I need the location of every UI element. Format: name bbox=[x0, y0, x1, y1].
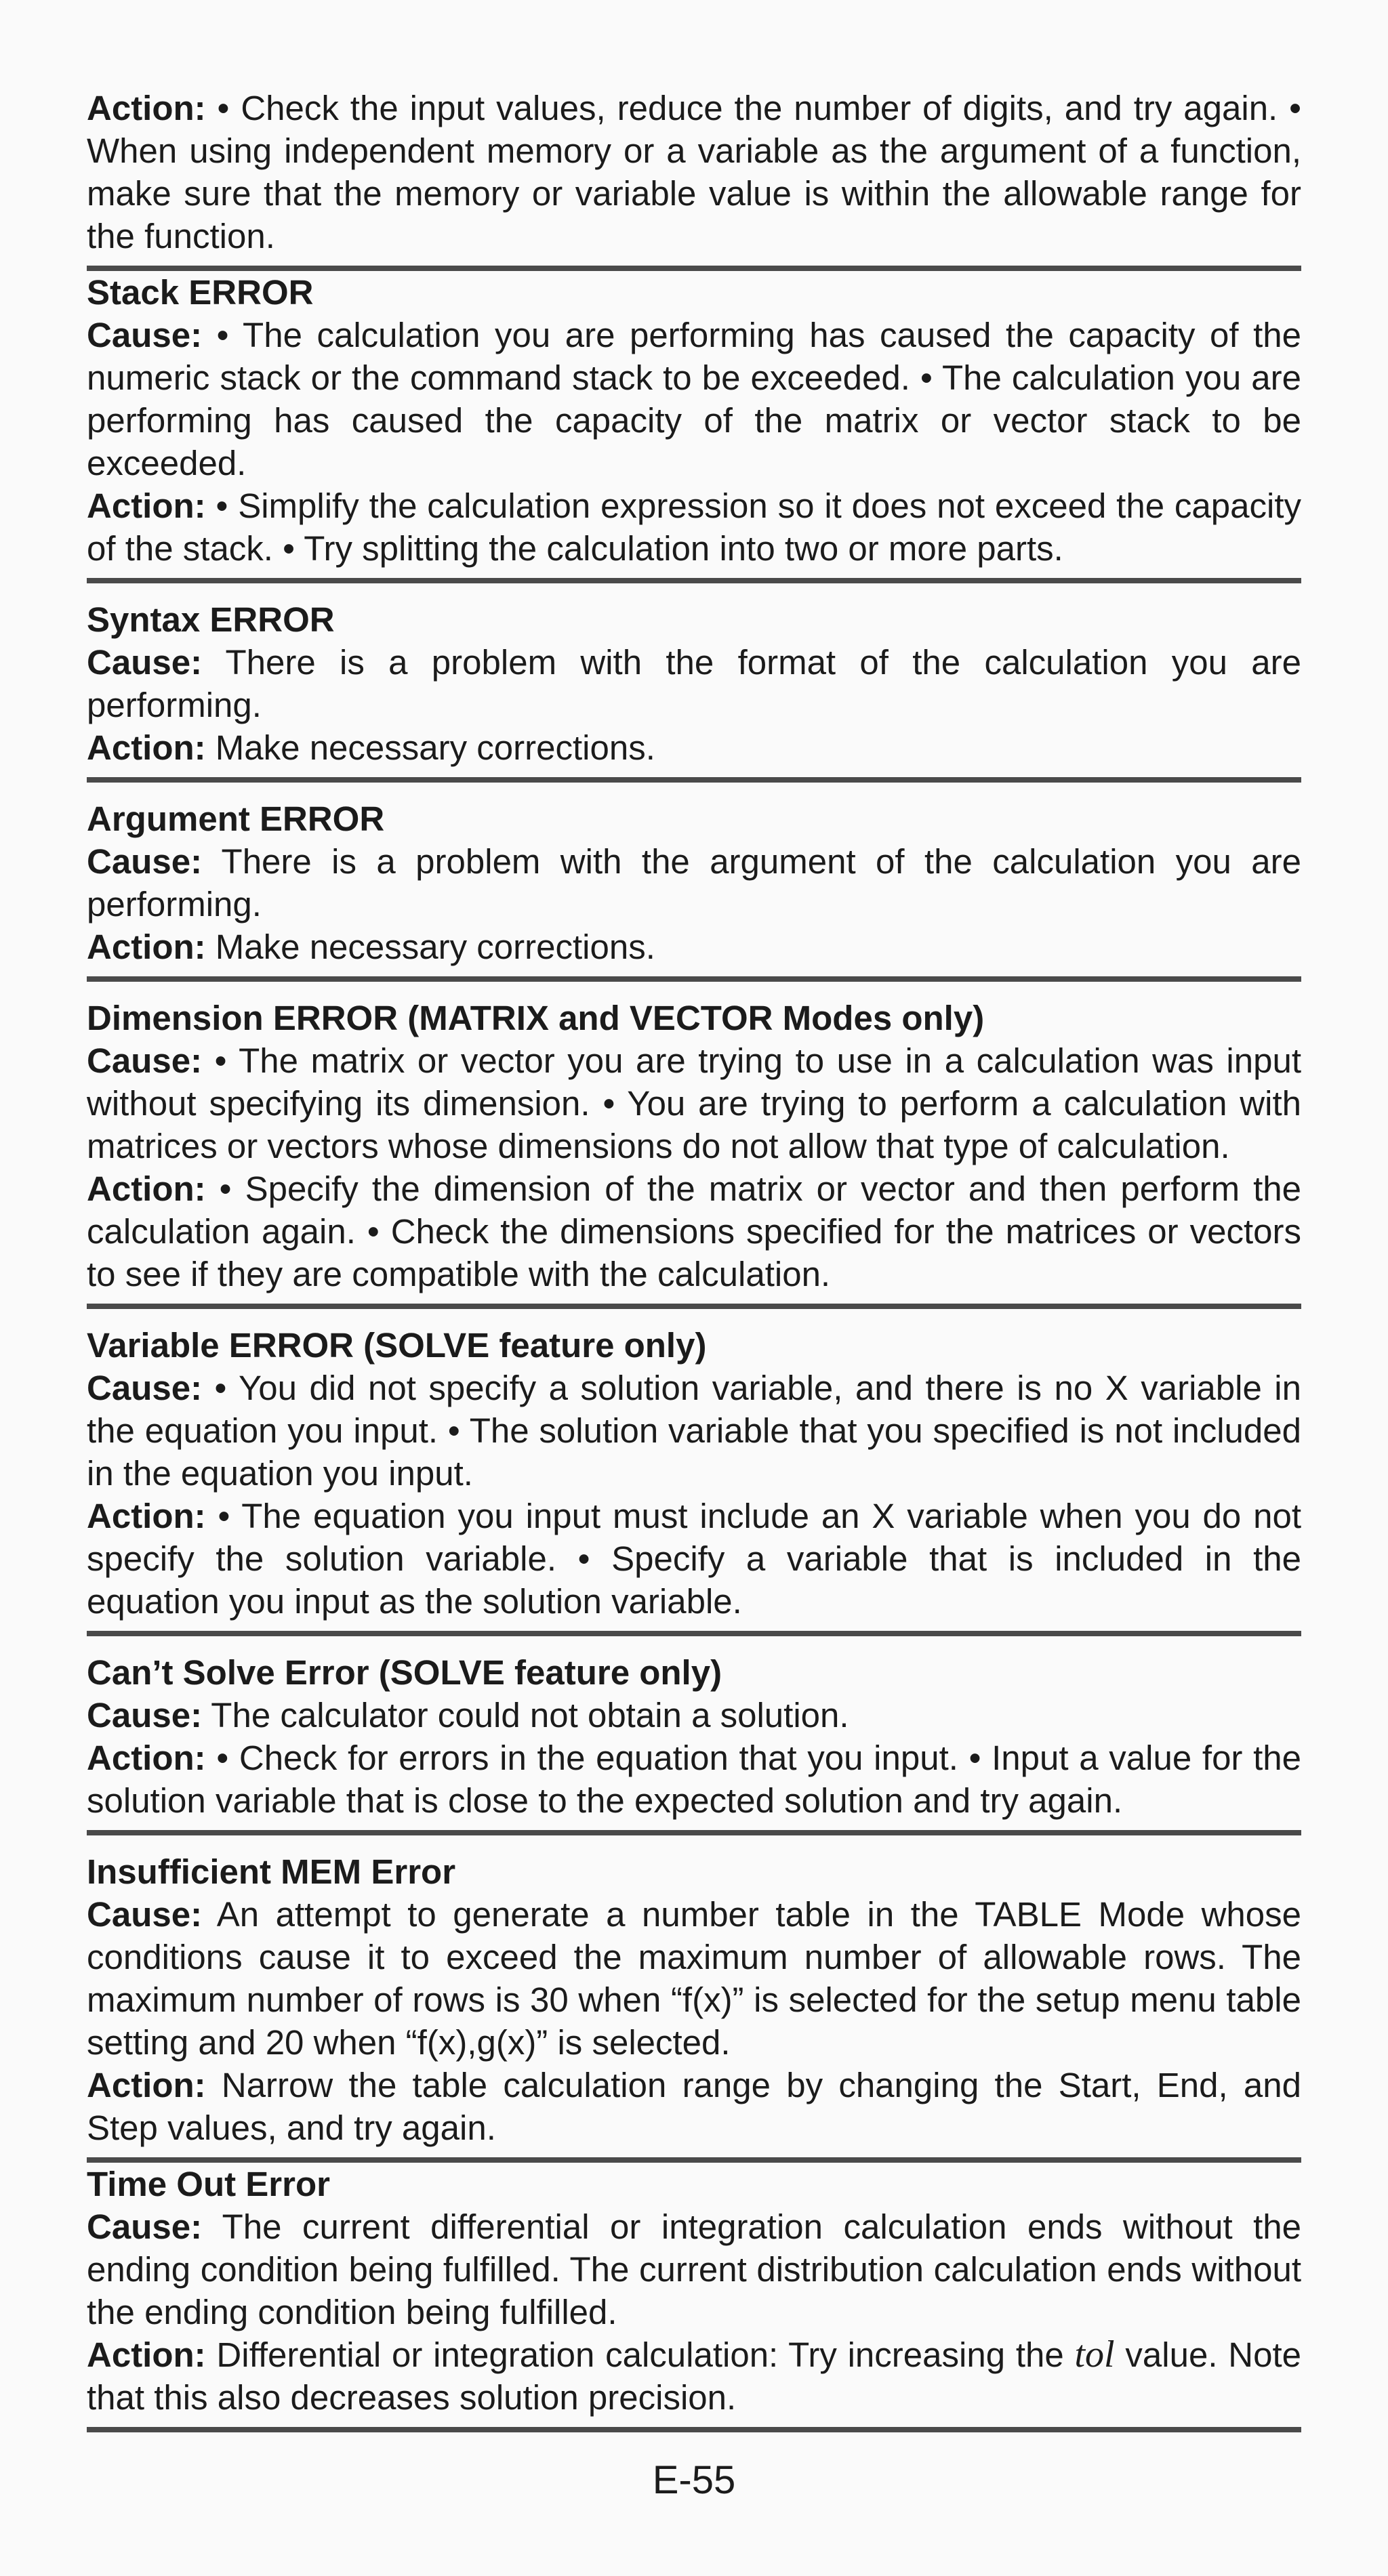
cause-text: The current differential or integration calculation ends without the ending condition being fulfilled. The current distribution calculation ends without the ending condition being fulfilled. bbox=[87, 2207, 1301, 2331]
section-title: Dimension ERROR (MATRIX and VECTOR Modes only) bbox=[87, 999, 985, 1037]
action-paragraph bbox=[87, 1167, 1301, 1295]
section-title: Syntax ERROR bbox=[87, 600, 335, 639]
action-text: • Simplify the calculation expression so it does not exceed the capacity of the stack. • Try splitting the calculation into two or more parts. bbox=[87, 486, 1301, 568]
action-paragraph bbox=[87, 926, 1301, 968]
error-section bbox=[87, 1850, 1301, 2163]
section-title: Can’t Solve Error (SOLVE feature only) bbox=[87, 1653, 722, 1692]
error-section bbox=[87, 598, 1301, 783]
action-text: • The equation you input must include an X variable when you do not specify the solution variable. • Specify a variable that is included in the equation you input as the solution variable. bbox=[87, 1497, 1301, 1621]
error-sections bbox=[87, 271, 1301, 2163]
error-section bbox=[87, 1324, 1301, 1636]
cause-label: Cause: bbox=[87, 2207, 203, 2246]
cause-label: Cause: bbox=[87, 1369, 203, 1407]
cause-text: An attempt to generate a number table in the TABLE Mode whose conditions cause it to exceed the maximum number of allowable rows. The maximum number of rows is 30 when “f(x)” is selected for the setup menu table setting and 20 when “f(x),g(x)” is selected. bbox=[87, 1895, 1301, 2062]
cause-label: Cause: bbox=[87, 1895, 203, 1934]
intro-action bbox=[87, 87, 1301, 257]
action-paragraph bbox=[87, 2333, 1301, 2419]
cause-text: • The calculation you are performing has caused the capacity of the numeric stack or the command stack to be exceeded. • The calculation you are performing has caused the capacity of the matrix or vector stack to be exceeded. bbox=[87, 316, 1301, 482]
action-label: Action: bbox=[87, 486, 206, 525]
cause-paragraph bbox=[87, 1367, 1301, 1495]
error-section bbox=[87, 997, 1301, 1309]
action-text: • Check for errors in the equation that you input. • Input a value for the solution variable that is close to the expected solution and try again. bbox=[87, 1739, 1301, 1820]
action-text-continued: value. Note that this also decreases solution precision. bbox=[87, 2335, 1301, 2417]
action-label: Action: bbox=[87, 1169, 206, 1208]
cause-label: Cause: bbox=[87, 1041, 203, 1080]
cause-label: Cause: bbox=[87, 1696, 203, 1734]
cause-text: • The matrix or vector you are trying to use in a calculation was input without specifying its dimension. • You are trying to perform a calculation with matrices or vectors whose dimensions do not allow that type of calculation. bbox=[87, 1041, 1301, 1165]
cause-text: There is a problem with the argument of the calculation you are performing. bbox=[87, 842, 1301, 923]
action-text: • Check the input values, reduce the number of digits, and try again. • When using independent memory or a variable as the argument of a function, make sure that the memory or variable value is within the allowable range for the function. bbox=[87, 89, 1301, 255]
section-title: Time Out Error bbox=[87, 2165, 330, 2203]
cause-text: There is a problem with the format of the calculation you are performing. bbox=[87, 643, 1301, 724]
action-label: Action: bbox=[87, 1497, 206, 1535]
action-paragraph bbox=[87, 1737, 1301, 1822]
action-paragraph bbox=[87, 484, 1301, 570]
action-text: Make necessary corrections. bbox=[205, 928, 655, 966]
intro-section bbox=[87, 87, 1301, 271]
action-text: Make necessary corrections. bbox=[205, 728, 655, 767]
action-text: Narrow the table calculation range by changing the Start, End, and Step values, and try again. bbox=[87, 2066, 1301, 2147]
action-text: Differential or integration calculation: Try increasing the bbox=[205, 2335, 1075, 2374]
section-title: Stack ERROR bbox=[87, 273, 314, 312]
action-label: Action: bbox=[87, 728, 206, 767]
cause-text: The calculator could not obtain a solution. bbox=[202, 1696, 849, 1734]
error-section bbox=[87, 1651, 1301, 1835]
cause-label: Cause: bbox=[87, 643, 203, 682]
time-out-error-section bbox=[87, 2163, 1301, 2432]
cause-paragraph bbox=[87, 2205, 1301, 2333]
action-label: Action: bbox=[87, 2335, 206, 2374]
action-text: • Specify the dimension of the matrix or vector and then perform the calculation again. • Check the dimensions specified for the matrices or vectors to see if they are compatible with the calculation. bbox=[87, 1169, 1301, 1293]
action-paragraph bbox=[87, 726, 1301, 769]
cause-paragraph bbox=[87, 641, 1301, 726]
cause-paragraph bbox=[87, 1694, 1301, 1737]
cause-paragraph bbox=[87, 1039, 1301, 1167]
section-title: Variable ERROR (SOLVE feature only) bbox=[87, 1326, 707, 1365]
error-section bbox=[87, 797, 1301, 982]
section-title: Insufficient MEM Error bbox=[87, 1852, 456, 1891]
page-number: E-55 bbox=[652, 2458, 736, 2502]
action-label: Action: bbox=[87, 1739, 206, 1777]
cause-paragraph bbox=[87, 840, 1301, 926]
tol-variable: tol bbox=[1074, 2333, 1115, 2375]
cause-text: • You did not specify a solution variable, and there is no X variable in the equation you input. • The solution variable that you specified is not included in the equation you input. bbox=[87, 1369, 1301, 1493]
action-paragraph bbox=[87, 1495, 1301, 1623]
cause-label: Cause: bbox=[87, 316, 203, 354]
cause-label: Cause: bbox=[87, 842, 203, 881]
section-title: Argument ERROR bbox=[87, 799, 385, 838]
action-label: Action: bbox=[87, 2066, 206, 2104]
action-paragraph bbox=[87, 2064, 1301, 2149]
action-label: Action: bbox=[87, 89, 206, 127]
cause-paragraph bbox=[87, 1893, 1301, 2064]
manual-page bbox=[87, 87, 1301, 2432]
error-section bbox=[87, 271, 1301, 583]
cause-paragraph bbox=[87, 314, 1301, 484]
action-label: Action: bbox=[87, 928, 206, 966]
